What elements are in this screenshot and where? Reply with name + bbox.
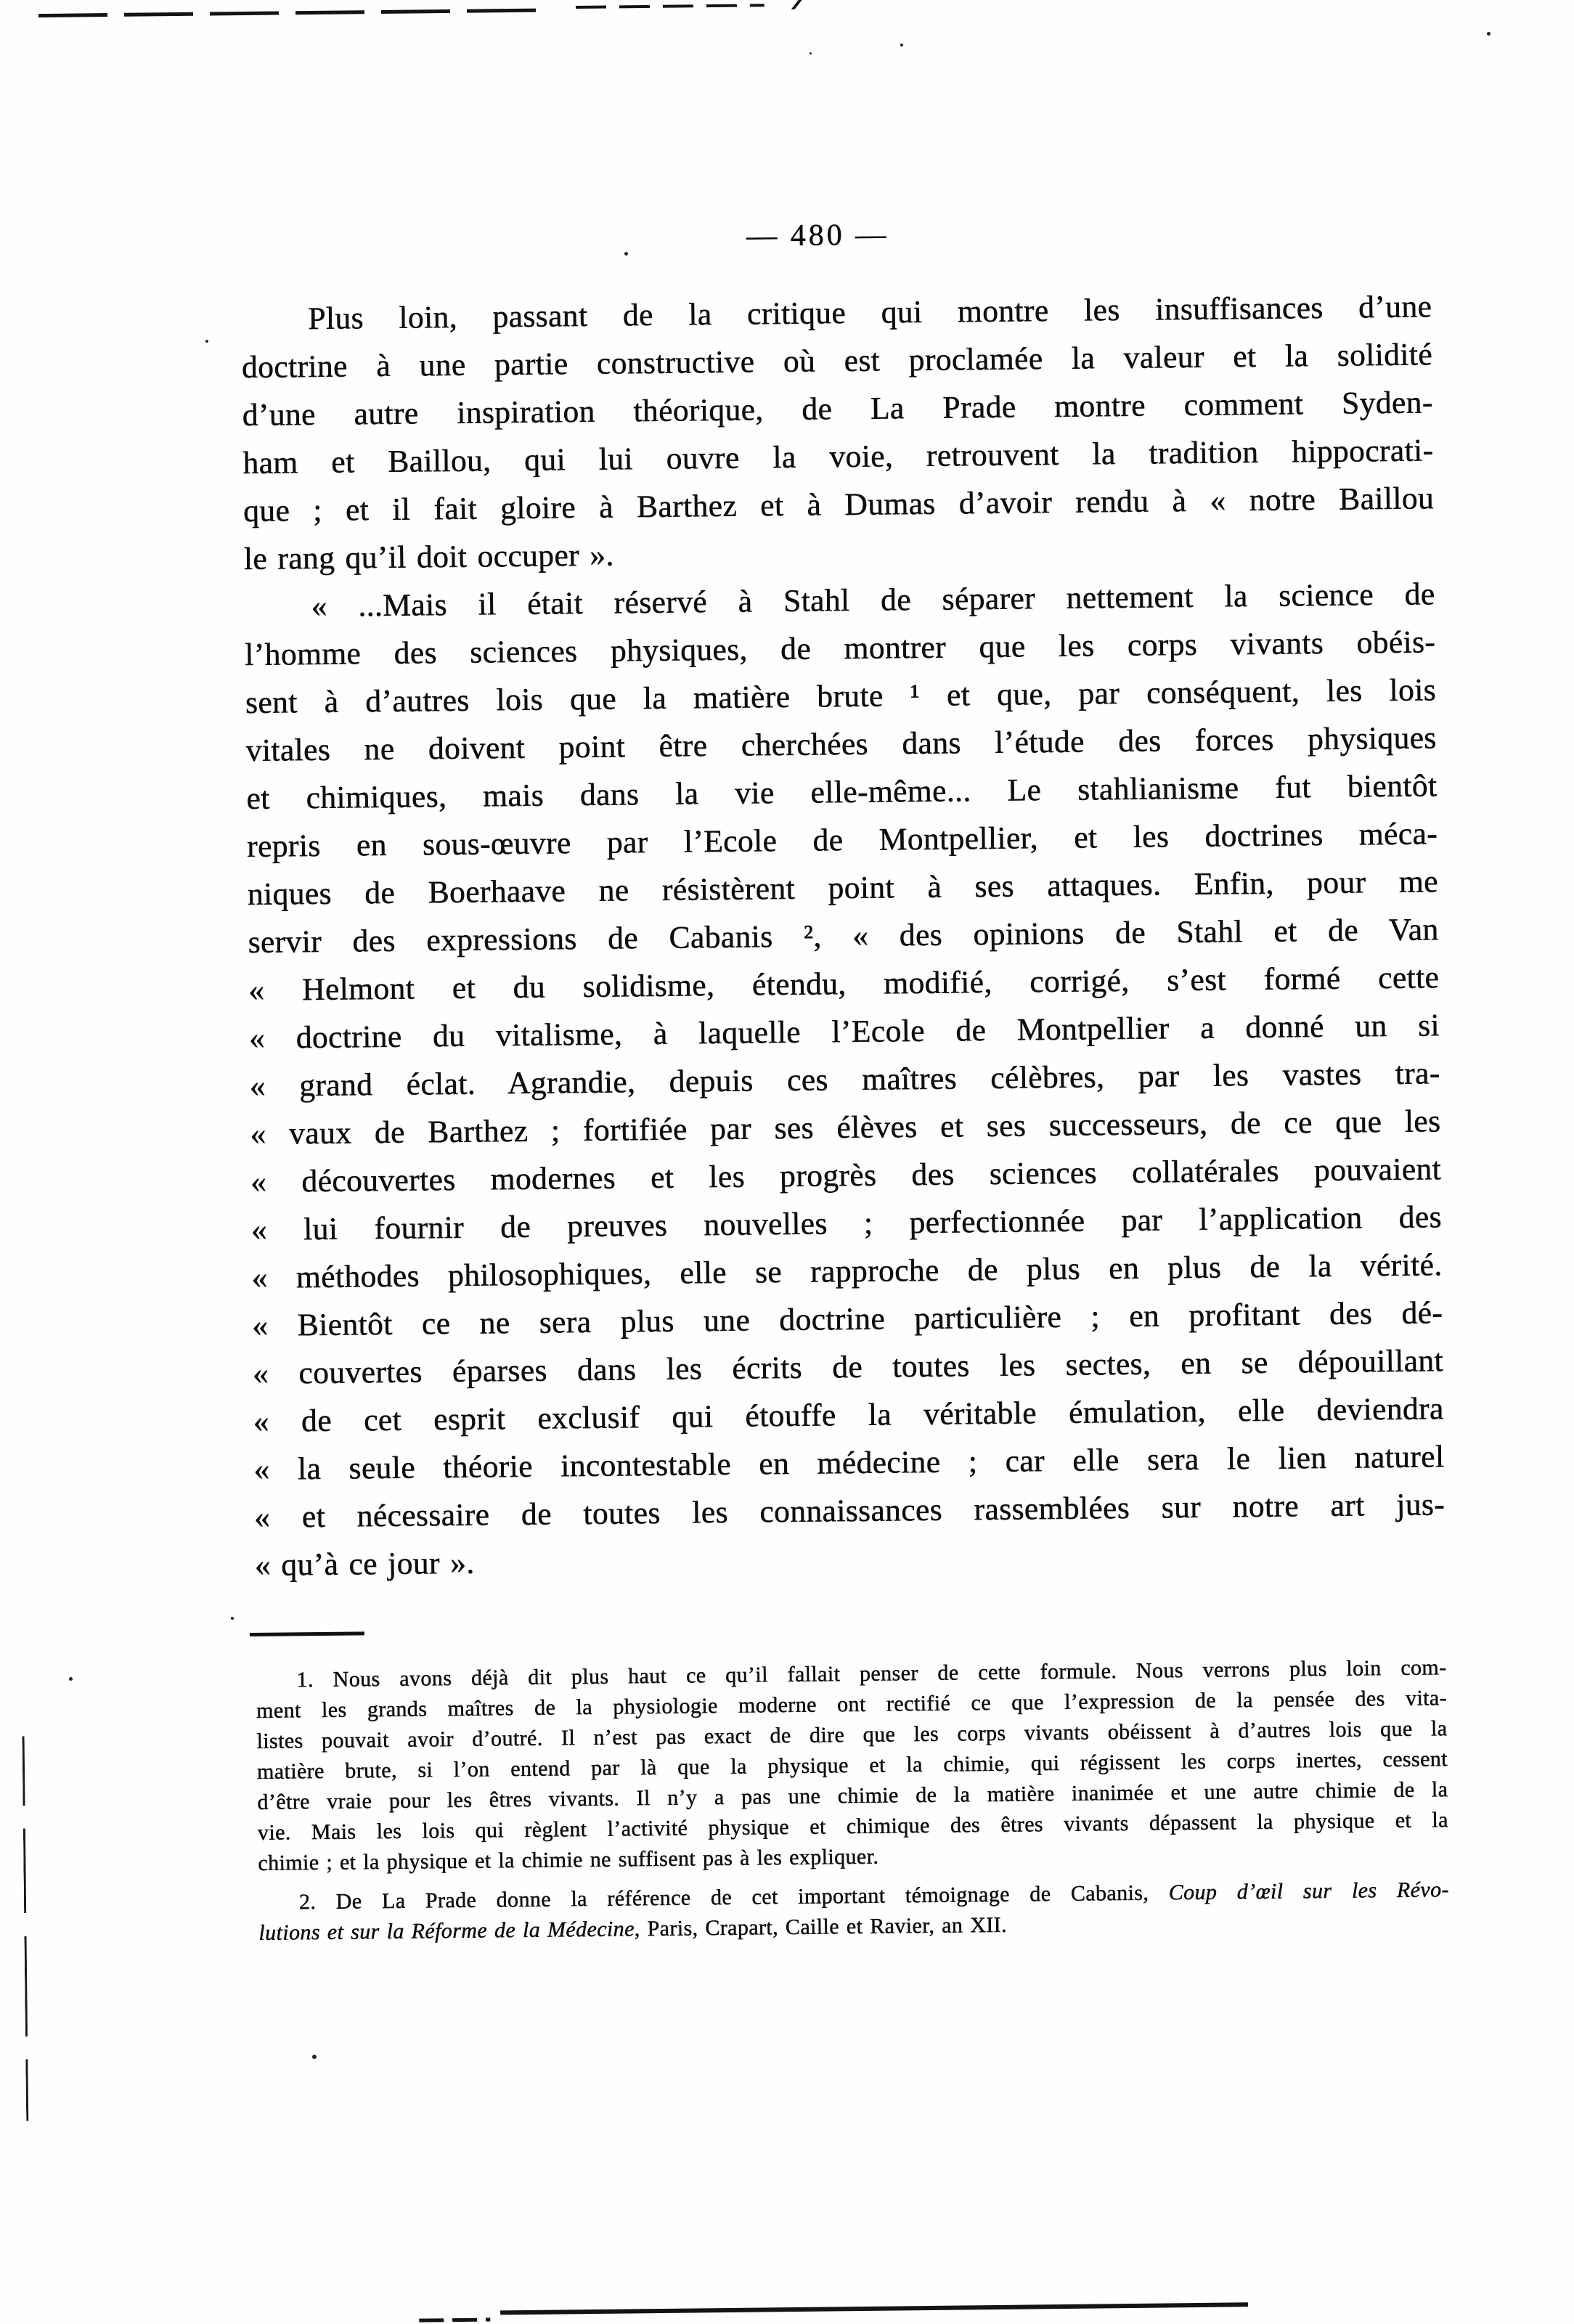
italic-text-segment: lutions et sur la Réforme de la Médecine xyxy=(258,1917,635,1945)
footnote xyxy=(256,1652,1448,1879)
text-line: « doctrine du vitalisme, à laquelle l’Ecole de Montpellier a donné un si xyxy=(248,1008,1440,1056)
text-line: « Helmont et du solidisme, étendu, modifié, corrigé, s’est formé cette xyxy=(248,960,1440,1008)
text-segment: , Paris, Crapart, Caille et Ravier, an XII. xyxy=(634,1912,1008,1941)
text-line: « qu’à ce jour ». xyxy=(254,1545,475,1583)
text-line: que ; et il fait gloire à Barthez et à Dumas d’avoir rendu à « notre Baillou xyxy=(242,481,1435,529)
text-line: niques de Boerhaave ne résistèrent point à ses attaques. Enfin, pour me xyxy=(247,864,1439,913)
text-line: repris en sous-œuvre par l’Ecole de Montpellier, et les doctrines méca- xyxy=(246,816,1438,865)
text-segment: d’être vraie pour les êtres vivants. Il n’y a pas une chimie de la matière inanimée et une autre chimie de la xyxy=(257,1777,1448,1814)
text-line: servir des expressions de Cabanis ², « des opinions de Stahl et de Van xyxy=(248,912,1439,961)
text-line: l’homme des sciences physiques, de montrer que les corps vivants obéis- xyxy=(245,624,1436,673)
text-line: « méthodes philosophiques, elle se rapproche de plus en plus de la vérité. xyxy=(251,1247,1443,1295)
paragraph xyxy=(241,282,1435,583)
text-line: sent à d’autres lois que la matière brute ¹ et que, par conséquent, les lois xyxy=(245,672,1437,721)
text-segment: chimie ; et la physique et la chimie ne suffisent pas à les expliquer. xyxy=(258,1844,879,1875)
text-line: le rang qu’il doit occuper ». xyxy=(243,537,614,577)
footnote xyxy=(258,1875,1450,1949)
text-line: « lui fournir de preuves nouvelles ; perfectionnée par l’application des xyxy=(250,1199,1443,1247)
text-line: doctrine à une partie constructive où est proclamée la valeur et la solidité xyxy=(241,337,1433,386)
text-line: « Bientôt ce ne sera plus une doctrine particulière ; en profitant des dé- xyxy=(252,1295,1443,1343)
paragraph xyxy=(244,570,1445,1589)
footnotes xyxy=(256,1652,1449,1949)
text-line: et chimiques, mais dans la vie elle-même... Le stahlianisme fut bientôt xyxy=(246,768,1438,817)
text-block xyxy=(238,0,1450,1949)
text-segment: listes pouvait avoir d’outré. Il n’est pas exact de dire que les corps vivants obéissent à d’autres lois que la xyxy=(256,1716,1448,1753)
text-segment: matière brute, si l’on entend par là que la physique et la chimie, qui régissent les corps inertes, cessent xyxy=(256,1747,1448,1784)
italic-text-segment: Coup d’œil sur les Révo- xyxy=(1168,1877,1450,1905)
text-segment: vie. Mais les lois qui règlent l’activité physique et chimique des êtres vivants dépassent la physique et la xyxy=(257,1808,1449,1845)
body-text xyxy=(241,282,1445,1589)
text-segment: 2. De La Prade donne la référence de cet important témoignage de Cabanis, xyxy=(298,1880,1169,1915)
text-line: « découvertes modernes et les progrès des sciences collatérales pouvaient xyxy=(250,1151,1442,1199)
text-segment: 1. Nous avons déjà dit plus haut ce qu’il fallait penser de cette formule. Nous verrons plus loin com- xyxy=(296,1655,1447,1692)
text-line: « grand éclat. Agrandie, depuis ces maîtres célèbres, par les vastes tra- xyxy=(249,1056,1440,1104)
text-segment: ment les grands maîtres de la physiologie moderne ont rectifié ce que l’expression de la pensée des vita- xyxy=(256,1686,1448,1723)
text-line: vitales ne doivent point être cherchées dans l’étude des forces physiques xyxy=(245,720,1437,769)
text-line: « et nécessaire de toutes les connaissances rassemblées sur notre art jus- xyxy=(253,1487,1445,1535)
text-line: d’une autre inspiration théorique, de La Prade montre comment Syden- xyxy=(242,385,1433,433)
text-line: « couvertes éparses dans les écrits de toutes les sectes, en se dépouillant xyxy=(252,1343,1444,1391)
page-number: — 480 — xyxy=(746,218,889,253)
text-line: « de cet esprit exclusif qui étouffe la véritable émulation, elle deviendra xyxy=(253,1391,1444,1439)
text-line: « vaux de Barthez ; fortifiée par ses élèves et ses successeurs, de ce que les xyxy=(250,1104,1441,1151)
text-line: « la seule théorie incontestable en médecine ; car elle sera le lien naturel xyxy=(253,1439,1445,1487)
text-line: Plus loin, passant de la critique qui montre les insuffisances d’une xyxy=(308,289,1432,337)
text-line: « ...Mais il était réservé à Stahl de séparer nettement la science de xyxy=(311,576,1435,624)
footnote-separator-rule xyxy=(250,1631,364,1636)
text-line: ham et Baillou, qui lui ouvre la voie, retrouvent la tradition hippocrati- xyxy=(242,433,1434,481)
